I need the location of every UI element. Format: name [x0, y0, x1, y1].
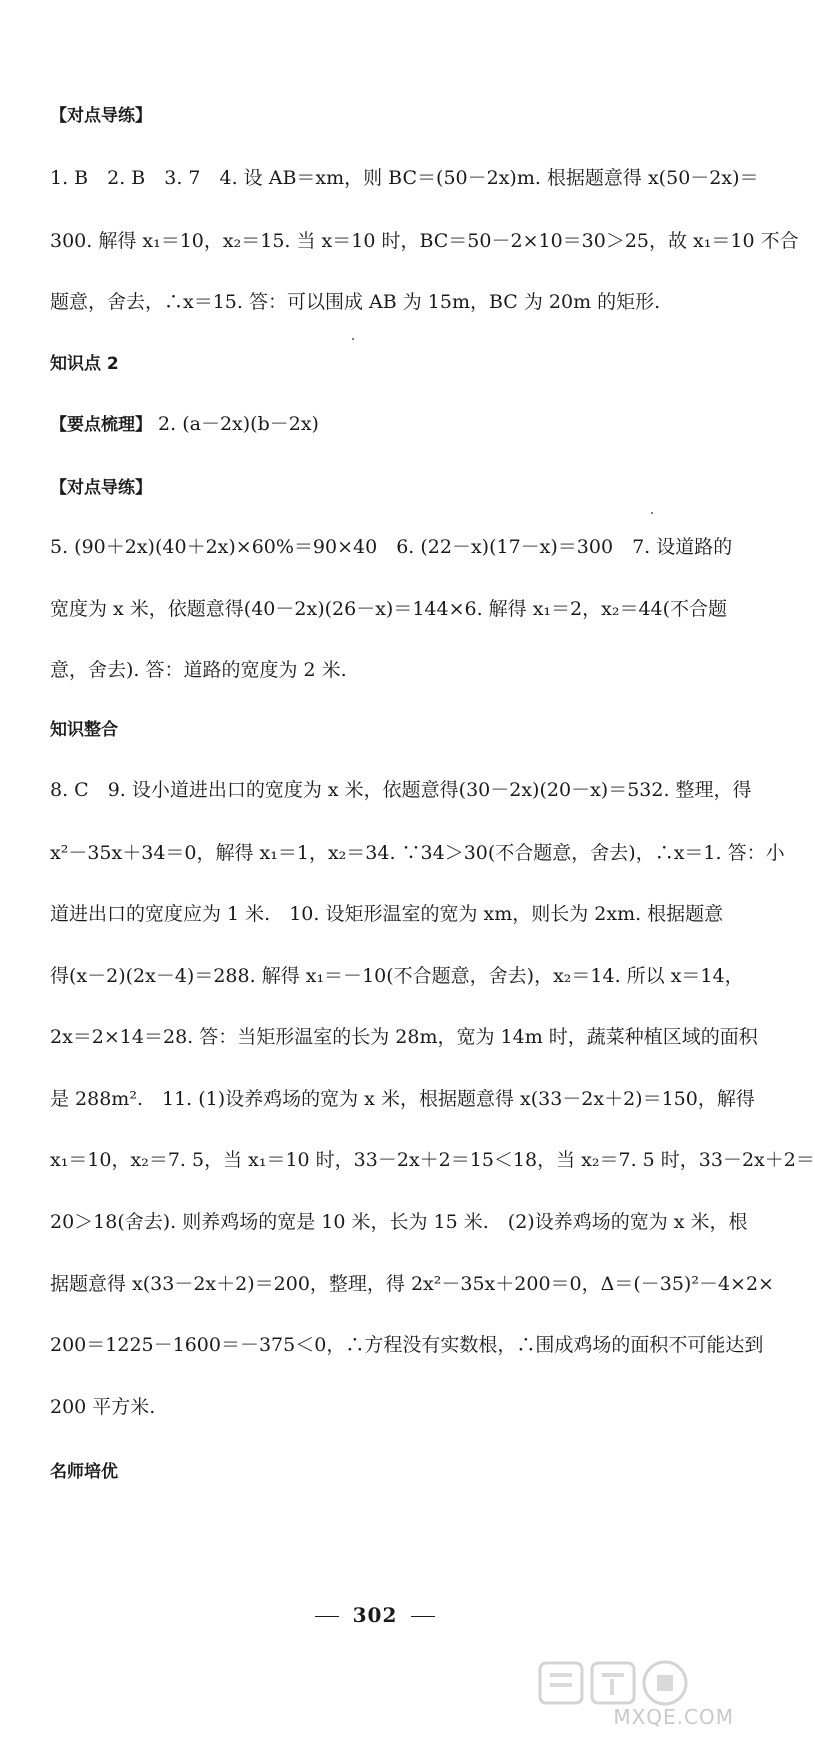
answer-line: 宽度为 x 米，依题意得(40－2x)(26－x)＝144×6. 解得 x₁＝2，x₂＝44(不合题	[50, 598, 728, 620]
page-number-value: 302	[352, 1603, 398, 1627]
key-points-line	[50, 411, 720, 438]
key-points-text: 2. (a－2x)(b－2x)	[158, 413, 319, 435]
answer-line: 300. 解得 x₁＝10，x₂＝15. 当 x＝10 时，BC＝50－2×10＝30＞25，故 x₁＝10 不合	[50, 230, 799, 252]
section-heading-practice-1: 【对点导练】	[50, 106, 152, 126]
answer-line: 是 288m². 11. (1)设养鸡场的宽为 x 米，根据题意得 x(33－2x＋2)＝150，解得	[50, 1088, 755, 1110]
answer-line: x₁＝10，x₂＝7. 5，当 x₁＝10 时，33－2x＋2＝15＜18，当 x₂＝7. 5 时，33－2x＋2＝	[50, 1149, 815, 1171]
section-heading-knowledge-point-2: 知识点 2	[50, 354, 119, 374]
print-speck	[352, 338, 354, 340]
answer-line: x²－35x＋34＝0，解得 x₁＝1，x₂＝34. ∵34＞30(不合题意，舍去)，∴x＝1. 答：小	[50, 842, 785, 864]
page-number-dash-right	[411, 1616, 435, 1617]
answer-line: 5. (90＋2x)(40＋2x)×60%＝90×40 6. (22－x)(17－x)＝300 7. 设道路的	[50, 536, 733, 558]
answer-line: 题意，舍去，∴x＝15. 答：可以围成 AB 为 15m，BC 为 20m 的矩形.	[50, 291, 661, 313]
answer-line: 200＝1225－1600＝－375＜0，∴方程没有实数根，∴围成鸡场的面积不可能达到	[50, 1334, 764, 1356]
watermark-text: MXQE.COM	[613, 1705, 734, 1729]
section-heading-teacher-advanced: 名师培优	[50, 1462, 118, 1482]
section-heading-integration: 知识整合	[50, 720, 118, 740]
answer-line: 20＞18(舍去). 则养鸡场的宽是 10 米，长为 15 米. (2)设养鸡场的宽为 x 米，根	[50, 1211, 748, 1233]
answer-line: 得(x－2)(2x－4)＝288. 解得 x₁＝－10(不合题意，舍去)，x₂＝14. 所以 x＝14，	[50, 965, 744, 987]
site-watermark	[530, 1655, 740, 1735]
page-number	[0, 1603, 750, 1627]
print-speck	[651, 512, 653, 514]
answer-line: 道进出口的宽度应为 1 米. 10. 设矩形温室的宽为 xm，则长为 2xm. 根据题意	[50, 903, 724, 925]
answer-line: 意，舍去). 答：道路的宽度为 2 米.	[50, 659, 347, 681]
answer-line: 据题意得 x(33－2x＋2)＝200，整理，得 2x²－35x＋200＝0，Δ＝(－35)²－4×2×	[50, 1273, 774, 1295]
answer-line: 2x＝2×14＝28. 答：当矩形温室的长为 28m，宽为 14m 时，蔬菜种植区域的面积	[50, 1026, 758, 1048]
answer-line: 200 平方米.	[50, 1396, 156, 1418]
answer-line: 1. B 2. B 3. 7 4. 设 AB＝xm，则 BC＝(50－2x)m. 根据题意得 x(50－2x)＝	[50, 167, 759, 189]
answer-line: 8. C 9. 设小道进出口的宽度为 x 米，依题意得(30－2x)(20－x)＝532. 整理，得	[50, 779, 752, 801]
page-number-dash-left	[315, 1616, 339, 1617]
section-heading-practice-2: 【对点导练】	[50, 478, 152, 498]
key-points-label: 【要点梳理】	[50, 415, 152, 435]
